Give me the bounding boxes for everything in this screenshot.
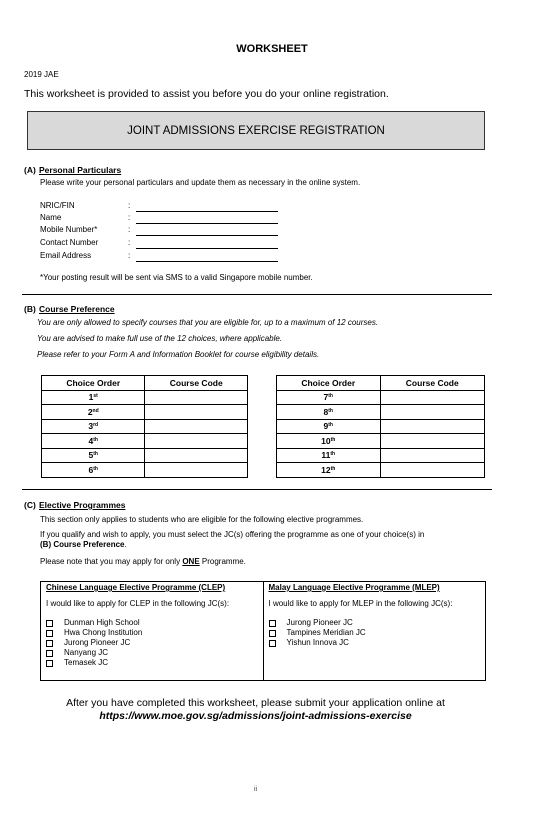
field-colon: : [128, 251, 131, 260]
choice-order-cell: 2nd [42, 405, 145, 420]
course-preference-ref: (B) Course Preference [40, 540, 125, 549]
clep-school-option[interactable]: Jurong Pioneer JC [46, 638, 258, 648]
clep-school-option[interactable]: Temasek JC [46, 658, 258, 668]
mlep-title: Malay Language Elective Programme (MLEP) [268, 583, 440, 592]
clep-school-option[interactable]: Nanyang JC [46, 648, 258, 658]
one-emphasis: ONE [182, 557, 200, 566]
choice-order-cell: 11th [277, 448, 381, 463]
registration-banner [27, 111, 485, 150]
checkbox-icon[interactable] [46, 660, 53, 667]
mlep-column [263, 582, 486, 680]
choice-order-cell: 9th [277, 419, 381, 434]
field-colon: : [128, 225, 131, 234]
mlep-school-option[interactable]: Tampines Meridian JC [269, 628, 481, 638]
divider [22, 489, 492, 490]
section-a-letter: (A) [24, 165, 36, 175]
field-label-email: Email Address [40, 251, 92, 260]
year-label: 2019 JAE [24, 70, 59, 79]
section-c-name: Elective Programmes [39, 500, 126, 510]
field-label-nric: NRIC/FIN [40, 201, 75, 210]
elective-programmes-box [40, 581, 486, 681]
section-b-heading [24, 304, 115, 314]
elective-instruction: If you qualify and wish to apply, you must select the JC(s) offering the programme as one of your choice(s) in (B) Course Preference. [40, 530, 425, 549]
checkbox-icon[interactable] [46, 630, 53, 637]
page-number: ii [253, 786, 258, 793]
section-a-name: Personal Particulars [39, 165, 122, 175]
mlep-school-option[interactable]: Jurong Pioneer JC [269, 618, 481, 628]
choice-order-cell: 12th [277, 463, 381, 478]
choice-order-header: Choice Order [277, 376, 381, 391]
mlep-school-list [269, 618, 481, 648]
elective-intro: This section only applies to students who are eligible for the following elective programmes. [40, 515, 364, 524]
choice-order-cell: 10th [277, 434, 381, 449]
course-code-cell[interactable] [145, 448, 248, 463]
choice-order-cell: 8th [277, 405, 381, 420]
choice-order-cell: 7th [277, 390, 381, 405]
one-programme-note: Please note that you may apply for only ONE Programme. [40, 557, 246, 566]
course-code-cell[interactable] [380, 448, 485, 463]
checkbox-icon[interactable] [46, 650, 53, 657]
divider [22, 294, 492, 295]
clep-school-list [46, 618, 258, 668]
choice-order-cell: 1st [42, 390, 145, 405]
choice-table-left [41, 375, 248, 478]
section-a-instruction: Please write your personal particulars and update them as necessary in the online system. [40, 178, 361, 187]
course-code-cell[interactable] [145, 390, 248, 405]
section-a-heading [24, 165, 121, 175]
clep-title: Chinese Language Elective Programme (CLEP) [46, 583, 226, 592]
field-label-contact: Contact Number [40, 238, 99, 247]
choice-order-cell: 6th [42, 463, 145, 478]
course-code-cell[interactable] [380, 419, 485, 434]
field-label-name: Name [40, 213, 62, 222]
contact-input-line[interactable] [136, 248, 278, 249]
course-code-header: Course Code [145, 376, 248, 391]
course-code-cell[interactable] [380, 463, 485, 478]
field-colon: : [128, 213, 131, 222]
course-code-header: Course Code [380, 376, 485, 391]
section-c-letter: (C) [24, 500, 36, 510]
field-label-mobile: Mobile Number* [40, 225, 98, 234]
mlep-subtitle: I would like to apply for MLEP in the following JC(s): [268, 599, 453, 608]
section-c-heading [24, 500, 125, 510]
course-rule-3: Please refer to your Form A and Information Booklet for course eligibility details. [37, 350, 320, 359]
worksheet-title: WORKSHEET [236, 43, 308, 55]
clep-school-option[interactable]: Dunman High School [46, 618, 258, 628]
course-rule-1: You are only allowed to specify courses that you are eligible for, up to a maximum of 12 courses. [37, 318, 379, 327]
name-input-line[interactable] [136, 223, 278, 224]
checkbox-icon[interactable] [46, 620, 53, 627]
nric-input-line[interactable] [136, 211, 278, 212]
course-code-cell[interactable] [380, 390, 485, 405]
choice-table-right [276, 375, 485, 478]
course-code-cell[interactable] [380, 434, 485, 449]
course-rule-2: You are advised to make full use of the 12 choices, where applicable. [37, 334, 283, 343]
email-input-line[interactable] [136, 261, 278, 262]
checkbox-icon[interactable] [46, 640, 53, 647]
banner-title: JOINT ADMISSIONS EXERCISE REGISTRATION [127, 124, 385, 137]
sms-note: *Your posting result will be sent via SMS to a valid Singapore mobile number. [40, 273, 313, 282]
checkbox-icon[interactable] [269, 630, 276, 637]
field-colon: : [128, 238, 131, 247]
clep-column [41, 582, 263, 680]
course-code-cell[interactable] [145, 419, 248, 434]
mlep-school-option[interactable]: Yishun Innova JC [269, 638, 481, 648]
intro-text: This worksheet is provided to assist you before you do your online registration. [24, 88, 389, 100]
section-b-letter: (B) [24, 304, 36, 314]
registration-url-link[interactable]: https://www.moe.gov.sg/admissions/joint-admissions-exercise [99, 710, 412, 722]
checkbox-icon[interactable] [269, 620, 276, 627]
course-code-cell[interactable] [145, 463, 248, 478]
section-b-name: Course Preference [39, 304, 115, 314]
course-code-cell[interactable] [145, 434, 248, 449]
choice-order-cell: 5th [42, 448, 145, 463]
clep-subtitle: I would like to apply for CLEP in the following JC(s): [46, 599, 230, 608]
checkbox-icon[interactable] [269, 640, 276, 647]
footer-instruction: After you have completed this worksheet, please submit your application online at [66, 697, 445, 709]
field-colon: : [128, 201, 131, 210]
course-code-cell[interactable] [145, 405, 248, 420]
mobile-input-line[interactable] [136, 235, 278, 236]
choice-order-cell: 3rd [42, 419, 145, 434]
choice-order-header: Choice Order [42, 376, 145, 391]
clep-school-option[interactable]: Hwa Chong Institution [46, 628, 258, 638]
choice-order-cell: 4th [42, 434, 145, 449]
course-code-cell[interactable] [380, 405, 485, 420]
